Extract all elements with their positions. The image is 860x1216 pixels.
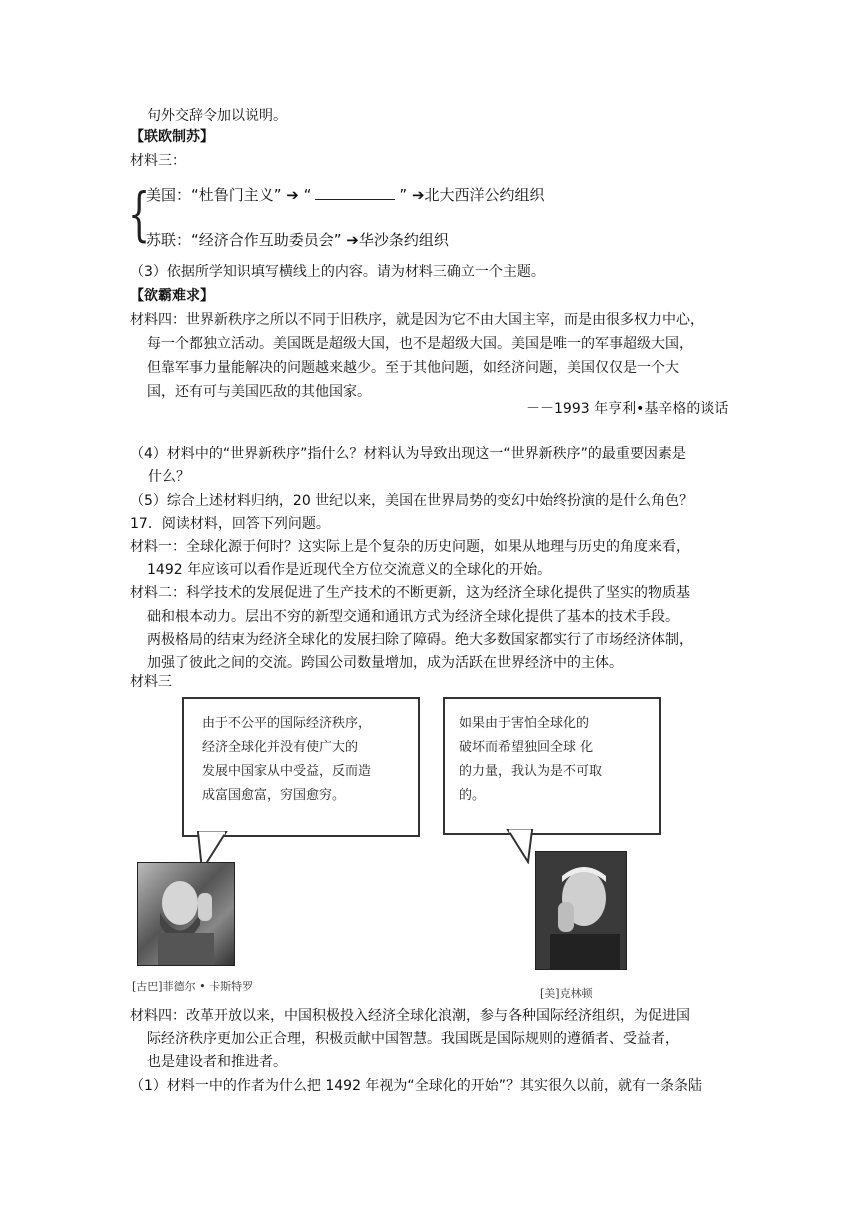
text-line: 际经济秩序更加公正合理，积极贡献中国智慧。我国既是国际规则的遵循者、受益者， (147, 1031, 679, 1047)
castro-photo (137, 862, 235, 966)
bubble-text: 经济全球化并没有使广大的 (202, 740, 359, 755)
speech-bubble-left (182, 697, 420, 837)
material-label: 材料三： (130, 153, 186, 169)
bubble-text: 的。 (459, 788, 486, 803)
clinton-photo (535, 851, 627, 970)
text-line: 材料四：世界新秩序之所以不同于旧秩序，就是因为它不由大国主宰，而是由很多权力中心， (130, 312, 704, 328)
text-line: 1492 年应该可以看作是近现代全方位交流意义的全球化的开始。 (147, 562, 552, 578)
question-1: （1）材料一中的作者为什么把 1492 年视为“全球化的开始”？其实很久以前，就有一条条陆 (130, 1078, 702, 1094)
question-4: （4）材料中的“世界新秩序”指什么？材料认为导致出现这一“世界新秩序”的最重要因素是 (130, 446, 686, 462)
fill-blank (315, 185, 395, 200)
portrait-icon (536, 852, 626, 969)
text-line: 每一个都独立活动。美国既是超级大国，也不是超级大国。美国是唯一的军事超级大国， (147, 336, 693, 352)
question-17: 17．阅读材料，回答下列问题。 (130, 516, 330, 532)
su-line: 苏联：“经济合作互助委员会” ➔华沙条约组织 (146, 231, 449, 249)
source-line: －－1993 年亨利•基辛格的谈话 (526, 401, 729, 417)
us-line-end: ” ➔北大西洋公约组织 (399, 186, 545, 204)
us-line-start: 美国：“杜鲁门主义” ➔ “ (146, 186, 312, 204)
text-line: 国，还有可与美国匹敌的其他国家。 (147, 384, 371, 400)
question-3: （3）依据所学知识填写横线上的内容。请为材料三确立一个主题。 (130, 264, 545, 280)
left-caption: [古巴]菲德尔 • 卡斯特罗 (132, 980, 254, 993)
bubble-text: 的力量，我认为是不可取 (459, 764, 603, 779)
text-line: 材料二：科学技术的发展促进了生产技术的不断更新，这为经济全球化提供了坚实的物质基 (130, 585, 690, 601)
text-line: 也是建设者和推进者。 (147, 1054, 287, 1070)
text-line: 加强了彼此之间的交流。跨国公司数量增加，成为活跃在世界经济中的主体。 (147, 655, 623, 671)
bubble-text: 发展中国家从中受益，反而造 (202, 764, 372, 779)
bubble-text: 如果由于害怕全球化的 (459, 716, 590, 731)
brace-icon: { (128, 180, 151, 248)
us-line (146, 185, 545, 205)
text-line: 础和根本动力。层出不穷的新型交通和通讯方式为经济全球化提供了基本的技术手段。 (147, 609, 679, 625)
question-5: （5）综合上述材料归纳，20 世纪以来，美国在世界局势的变幻中始终扮演的是什么角色？ (130, 493, 694, 509)
text-line: 但靠军事力量能解决的问题越来越少。至于其他问题，如经济问题，美国仅仅是一个大 (147, 360, 679, 376)
section-heading: 【联欧制苏】 (130, 129, 214, 145)
material-label: 材料三 (130, 674, 172, 690)
section-heading: 【欲霸难求】 (130, 288, 214, 304)
right-caption: [美]克林顿 (540, 987, 593, 1000)
bubble-text: 破坏而希望独回全球 化 (459, 740, 594, 755)
text-line: 材料四：改革开放以来，中国积极投入经济全球化浪潮，参与各种国际经济组织，为促进国 (130, 1008, 690, 1024)
text-line: 句外交辞令加以说明。 (147, 108, 287, 124)
text-line: 两极格局的结束为经济全球化的发展扫除了障碍。绝大多数国家都实行了市场经济体制， (147, 632, 693, 648)
speech-bubble-right (443, 697, 661, 835)
bubble-tail-icon (506, 828, 536, 864)
text-line: 什么？ (148, 469, 190, 485)
bubble-text: 由于不公平的国际经济秩序， (202, 716, 372, 731)
bubble-text: 成富国愈富，穷国愈穷。 (202, 788, 346, 803)
portrait-icon (138, 863, 234, 965)
text-line: 材料一：全球化源于何时？这实际上是个复杂的历史问题，如果从地理与历史的角度来看， (130, 539, 690, 555)
